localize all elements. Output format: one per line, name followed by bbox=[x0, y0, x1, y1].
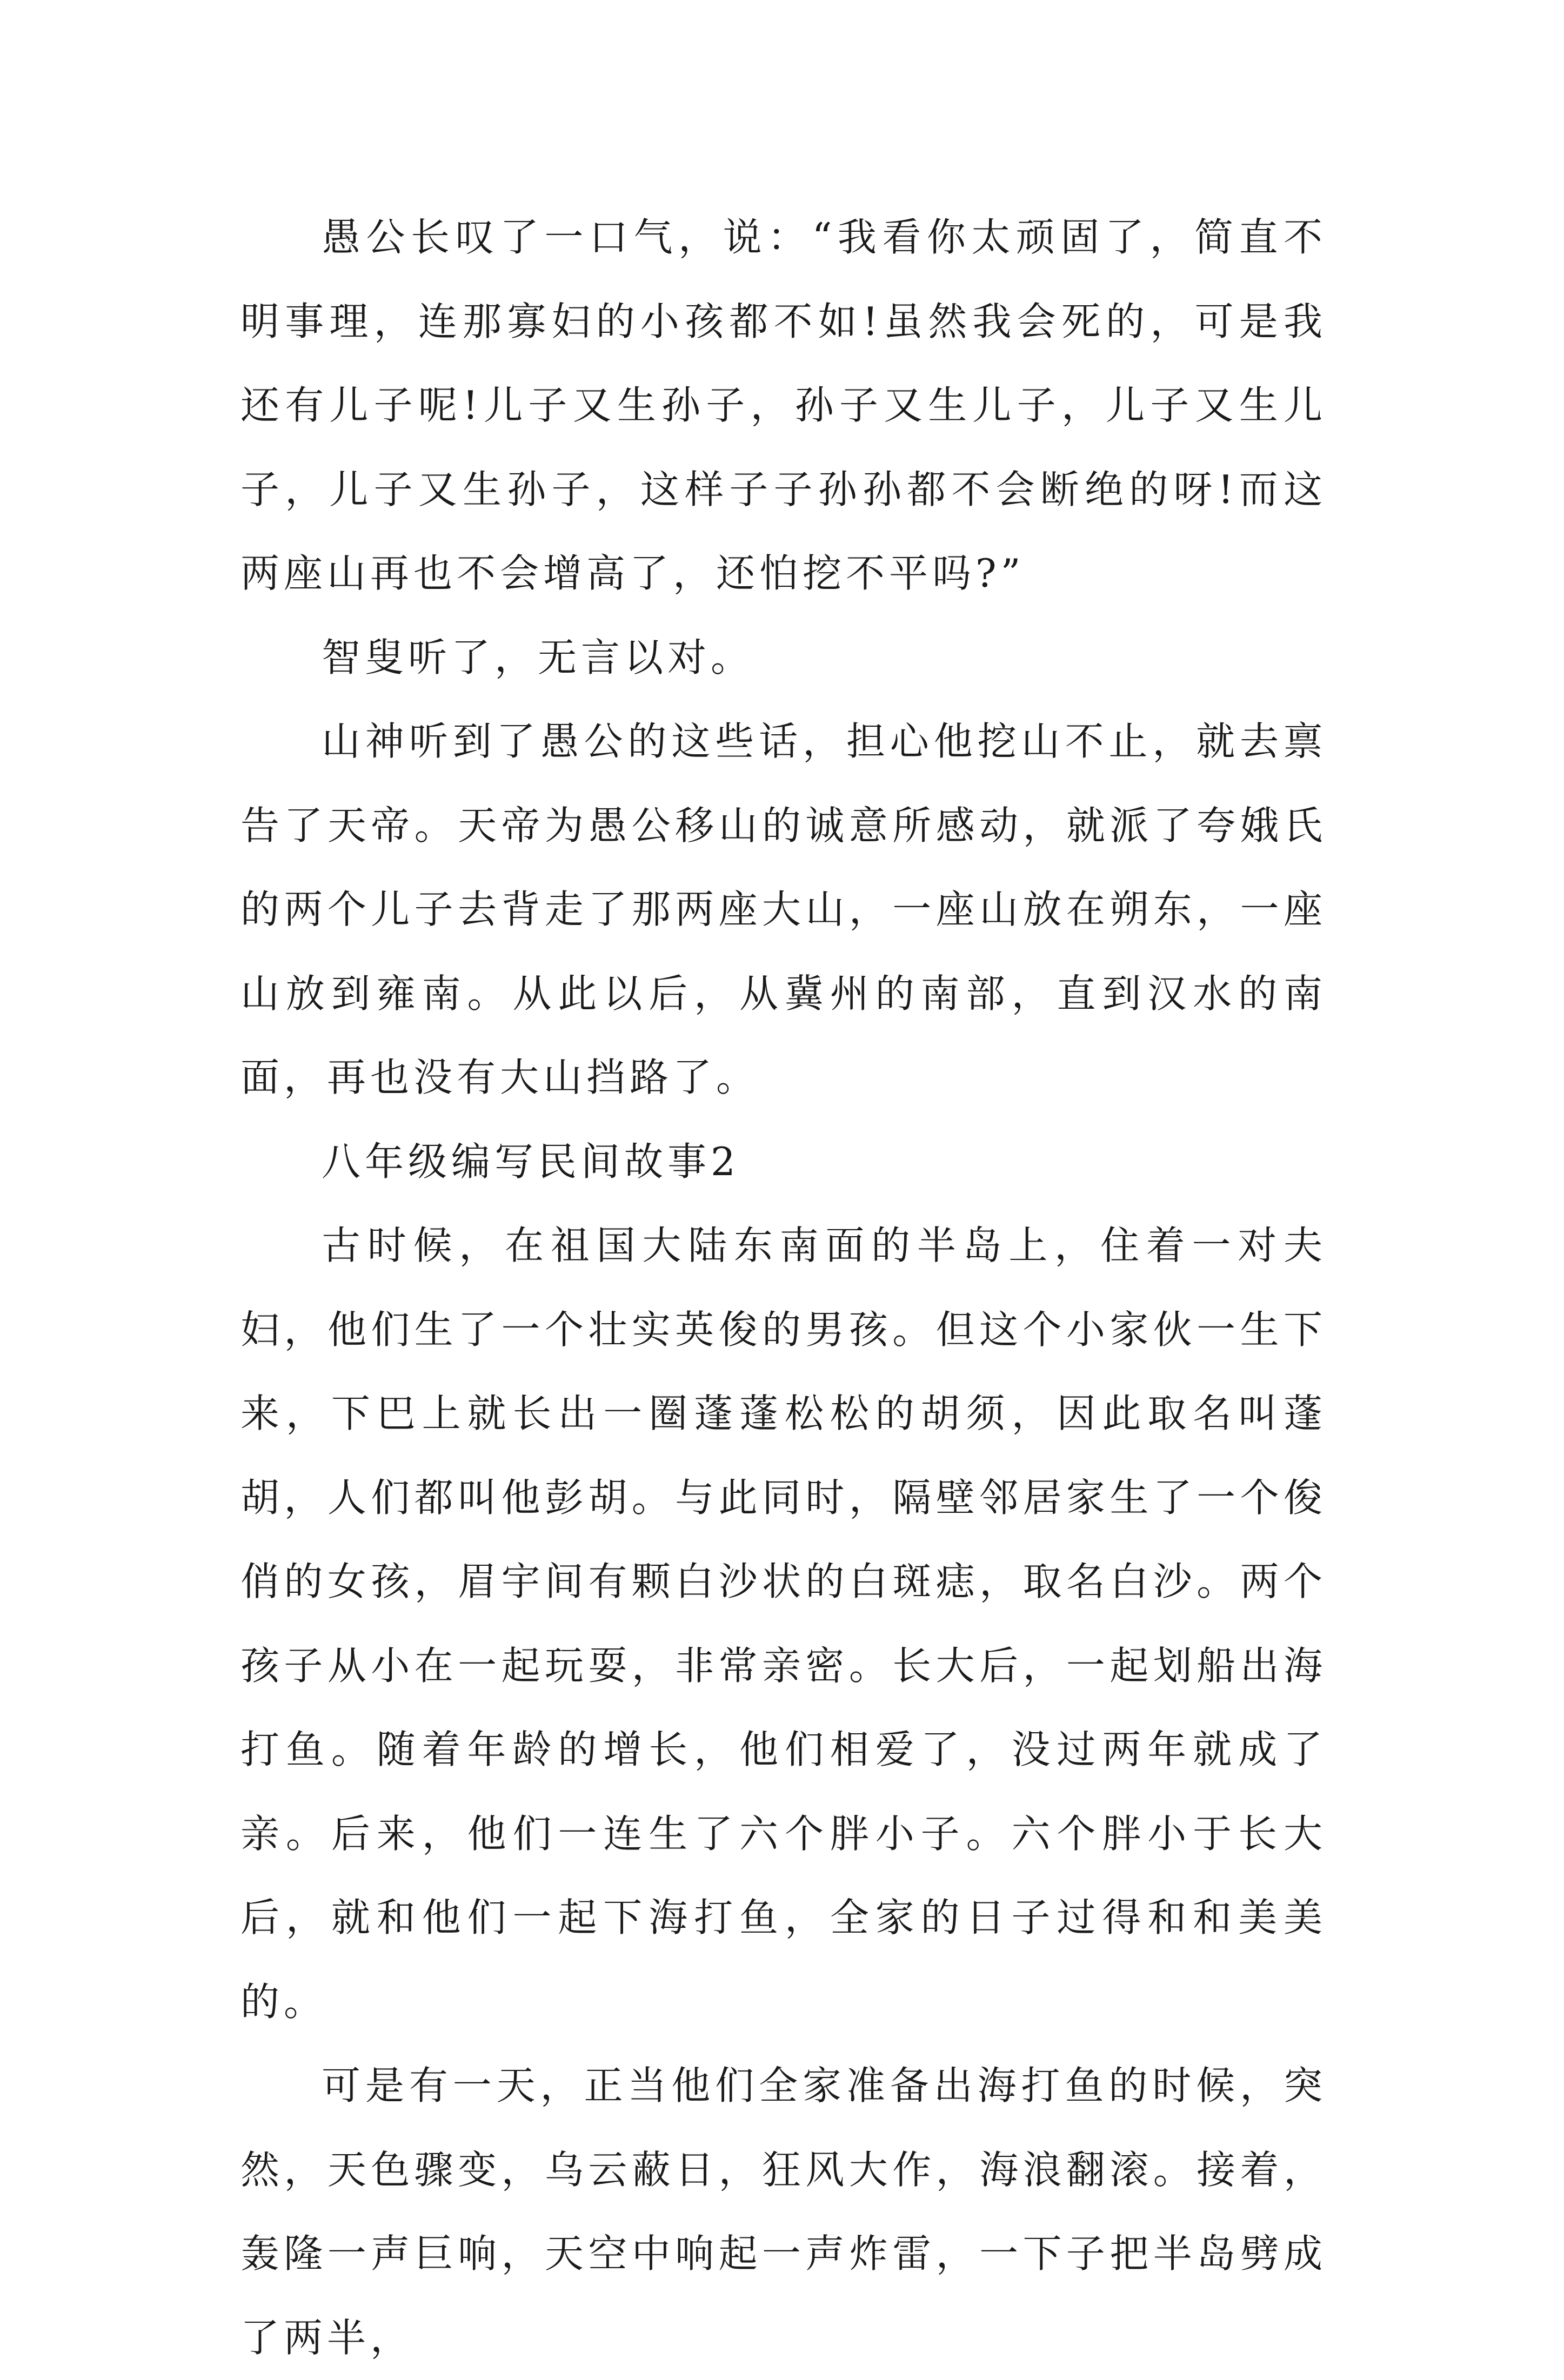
paragraph-zhisou-silent: 智叟听了，无言以对。 bbox=[322, 634, 754, 680]
document-body bbox=[240, 196, 1327, 2380]
paragraph-storm: 可是有一天，正当他们全家准备出海打鱼的时候，突然，天色骤变，乌云蔽日，狂风大作，海浪翻滚。接着，轰隆一声巨响，天空中响起一声炸雷，一下子把半岛劈成了两半， bbox=[240, 2063, 1327, 2361]
paragraph-mountain-god: 山神听到了愚公的这些话，担心他挖山不止，就去禀告了天帝。天帝为愚公移山的诚意所感动，就派了夸娥氏的两个儿子去背走了那两座大山，一座山放在朔东，一座山放到雍南。从此以后，从冀州的南部，直到汉水的南面，再也没有大山挡路了。 bbox=[240, 719, 1327, 1100]
section-heading: 八年级编写民间故事2 bbox=[322, 1138, 740, 1184]
paragraph-yugong-reply: 愚公长叹了一口气，说：“我看你太顽固了，简直不明事理，连那寡妇的小孩都不如!虽然我会死的，可是我还有儿子呢!儿子又生孙子，孙子又生儿子，儿子又生儿子，儿子又生孙子，这样子子孙孙都不会断绝的呀!而这两座山再也不会增高了，还怕挖不平吗?” bbox=[240, 214, 1327, 596]
paragraph-penghu-baisha: 古时候，在祖国大陆东南面的半岛上，住着一对夫妇，他们生了一个壮实英俊的男孩。但这个小家伙一生下来，下巴上就长出一圈蓬蓬松松的胡须，因此取名叫蓬胡，人们都叫他彭胡。与此同时，隔壁邻居家生了一个俊俏的女孩，眉宇间有颗白沙状的白斑痣，取名白沙。两个孩子从小在一起玩耍，非常亲密。长大后，一起划船出海打鱼。随着年龄的增长，他们相爱了，没过两年就成了亲。后来，他们一连生了六个胖小子。六个胖小于长大后，就和他们一起下海打鱼，全家的日子过得和和美美的。 bbox=[240, 1223, 1327, 2024]
